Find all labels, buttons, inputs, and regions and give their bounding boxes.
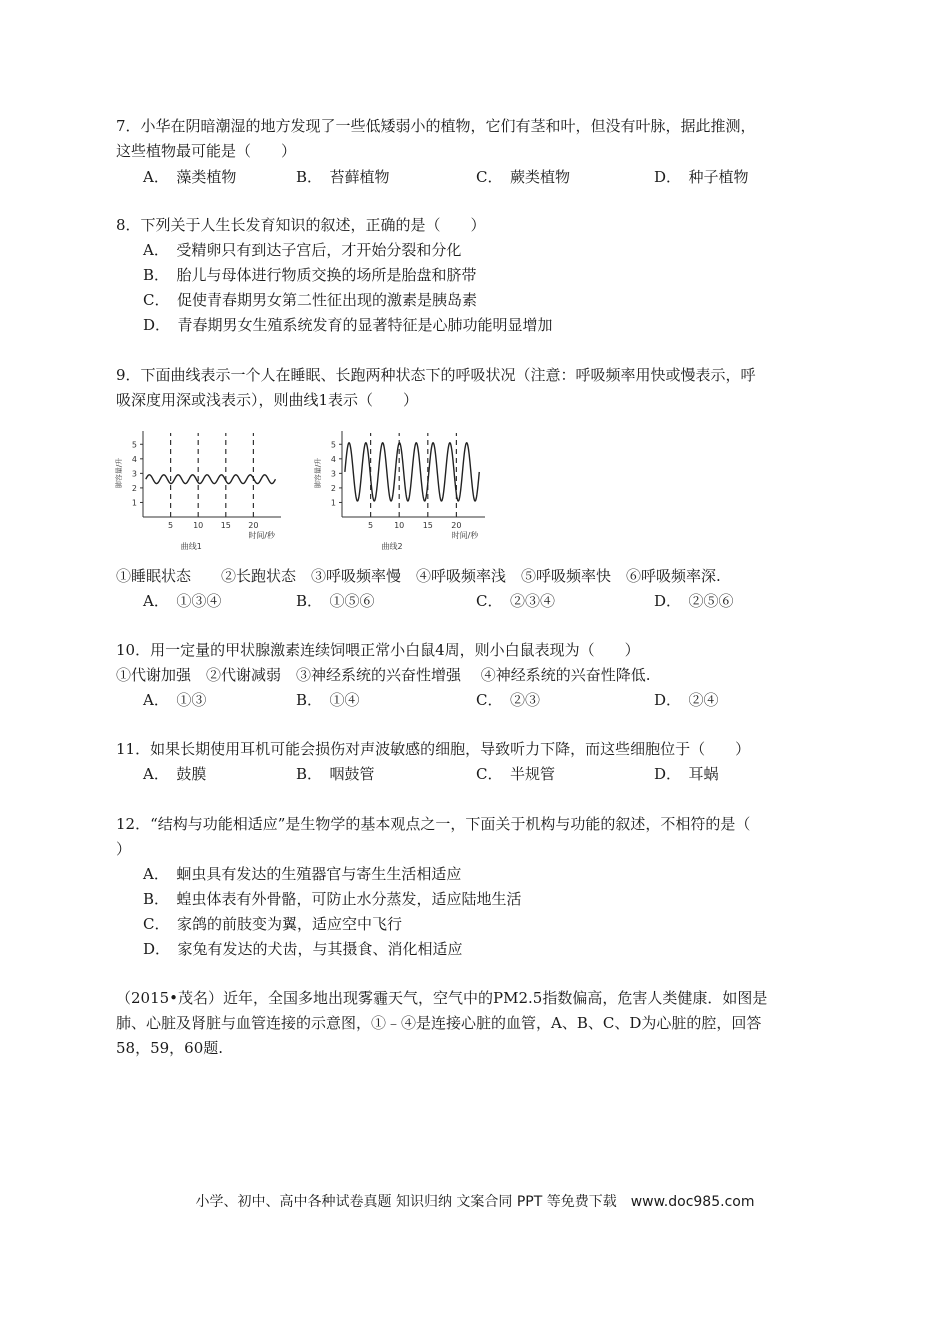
chart-curve-2	[312, 425, 497, 550]
chart-caption: 曲线1	[180, 542, 202, 550]
q11-option-a[interactable]: A． 鼓膜	[143, 765, 207, 783]
intro-line3: 58，59，60题.	[116, 1039, 224, 1057]
q12-option-b[interactable]: B． 蝗虫体表有外骨骼，可防止水分蒸发，适应陆地生活	[143, 890, 522, 908]
q7-option-d[interactable]: D． 种子植物	[654, 168, 749, 186]
x-tick-label: 10	[193, 521, 204, 530]
intro-line2: 肺、心脏及肾脏与血管连接的示意图，①﹣④是连接心脏的血管，A、B、C、D为心脏的腔，回答	[116, 1014, 762, 1032]
intro-line1: （2015•茂名）近年，全国多地出现雾霾天气，空气中的PM2.5指数偏高，危害人类健康．如图是	[116, 989, 768, 1007]
q11-option-b[interactable]: B． 咽鼓管	[296, 765, 375, 783]
y-tick-label: 4	[330, 454, 336, 464]
y-axis-label: 肺容量/升	[115, 457, 123, 489]
breathing-curve	[345, 443, 479, 501]
x-tick-label: 15	[220, 521, 231, 530]
q8-option-d[interactable]: D． 青春期男女生殖系统发育的显著特征是心肺功能明显增加	[143, 316, 553, 334]
x-tick-label: 5	[368, 521, 374, 530]
chart-caption: 曲线2	[381, 542, 403, 550]
q7-stem-line2: 这些植物最可能是（ ）	[116, 142, 297, 160]
q8-option-a[interactable]: A． 受精卵只有到达子宫后，才开始分裂和分化	[143, 241, 462, 259]
q9-option-c[interactable]: C． ②③④	[476, 592, 555, 610]
x-tick-label: 15	[422, 521, 433, 530]
q12-option-c[interactable]: C． 家鸽的前肢变为翼，适应空中飞行	[143, 915, 402, 933]
y-tick-label: 5	[131, 440, 137, 450]
q9-statements: ①睡眠状态 ②长跑状态 ③呼吸频率慢 ④呼吸频率浅 ⑤呼吸频率快 ⑥呼吸频率深.	[116, 567, 721, 585]
x-tick-label: 20	[248, 521, 259, 530]
y-axis-label: 肺容量/升	[314, 457, 322, 489]
x-axis-label: 时间/秒	[248, 531, 276, 540]
q10-option-b[interactable]: B． ①④	[296, 691, 360, 709]
q9-option-d[interactable]: D． ②⑤⑥	[654, 592, 734, 610]
breathing-curve	[146, 475, 276, 484]
x-tick-label: 5	[168, 521, 174, 530]
q8-stem: 8．下列关于人生长发育知识的叙述，正确的是（ ）	[116, 216, 486, 234]
q9-option-b[interactable]: B． ①⑤⑥	[296, 592, 375, 610]
q8-option-c[interactable]: C． 促使青春期男女第二性征出现的激素是胰岛素	[143, 291, 477, 309]
chart-curve-1	[113, 425, 293, 550]
q10-option-a[interactable]: A． ①③	[143, 691, 207, 709]
q11-option-d[interactable]: D． 耳蜗	[654, 765, 719, 783]
q12-stem-line1: 12．“结构与功能相适应”是生物学的基本观点之一，下面关于机构与功能的叙述，不相符的是（	[116, 815, 751, 833]
x-axis-label: 时间/秒	[451, 531, 479, 540]
q7-option-c[interactable]: C． 蕨类植物	[476, 168, 570, 186]
y-tick-label: 4	[131, 454, 137, 464]
page-footer: 小学、初中、高中各种试卷真题 知识归纳 文案合同 PPT 等免费下载 www.doc985.com	[195, 1194, 755, 1210]
q10-option-c[interactable]: C． ②③	[476, 691, 540, 709]
q12-option-a[interactable]: A． 蛔虫具有发达的生殖器官与寄生生活相适应	[143, 865, 462, 883]
y-tick-label: 1	[330, 498, 336, 508]
q10-stem: 10．用一定量的甲状腺激素连续饲喂正常小白鼠4周，则小白鼠表现为（ ）	[116, 641, 640, 659]
y-tick-label: 2	[131, 483, 137, 493]
y-tick-label: 2	[330, 483, 336, 493]
q10-option-d[interactable]: D． ②④	[654, 691, 719, 709]
y-tick-label: 3	[131, 469, 137, 479]
q7-option-a[interactable]: A． 藻类植物	[143, 168, 237, 186]
q11-stem: 11．如果长期使用耳机可能会损伤对声波敏感的细胞，导致听力下降，而这些细胞位于（ ）	[116, 740, 751, 758]
q9-stem-line1: 9．下面曲线表示一个人在睡眠、长跑两种状态下的呼吸状况（注意：呼吸频率用快或慢表示，呼	[116, 366, 756, 384]
q7-stem-line1: 7．小华在阴暗潮湿的地方发现了一些低矮弱小的植物，它们有茎和叶，但没有叶脉，据此推测，	[116, 117, 756, 135]
q9-stem-line2: 吸深度用深或浅表示），则曲线1表示（ ）	[116, 391, 419, 409]
y-tick-label: 1	[131, 498, 137, 508]
y-tick-label: 3	[330, 469, 336, 479]
q12-stem-line2: ）	[116, 840, 132, 858]
y-tick-label: 5	[330, 440, 336, 450]
q9-option-a[interactable]: A． ①③④	[143, 592, 222, 610]
q10-statements: ①代谢加强 ②代谢减弱 ③神经系统的兴奋性增强 ④神经系统的兴奋性降低.	[116, 666, 651, 684]
q7-option-b[interactable]: B． 苔藓植物	[296, 168, 390, 186]
q8-option-b[interactable]: B． 胎儿与母体进行物质交换的场所是胎盘和脐带	[143, 266, 477, 284]
x-tick-label: 10	[394, 521, 405, 530]
q11-option-c[interactable]: C． 半规管	[476, 765, 555, 783]
x-tick-label: 20	[451, 521, 462, 530]
q12-option-d[interactable]: D． 家兔有发达的犬齿，与其摄食、消化相适应	[143, 940, 463, 958]
